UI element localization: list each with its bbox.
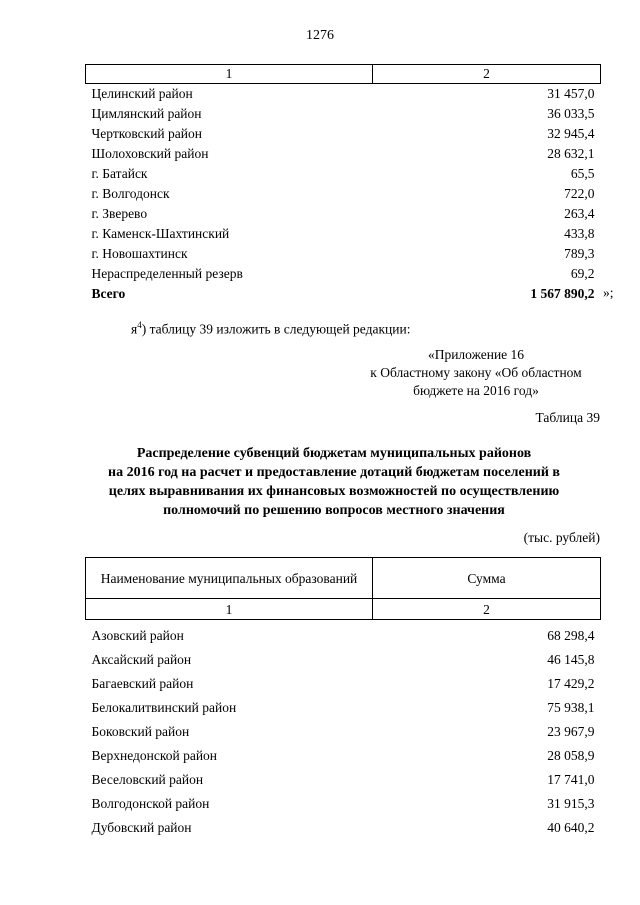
district-value: 32 945,4 xyxy=(547,126,595,141)
table-row xyxy=(86,164,601,184)
table-row xyxy=(86,720,601,744)
district-name: Азовский район xyxy=(91,628,184,643)
table-row xyxy=(86,84,601,105)
district-name: Белокалитвинский район xyxy=(91,700,237,715)
district-value: 17 429,2 xyxy=(547,676,595,691)
district-name: Цимлянский район xyxy=(91,106,202,121)
amendment-paragraph xyxy=(131,320,410,338)
table-row xyxy=(86,816,601,840)
appendix-reference xyxy=(352,346,600,400)
subsidy-table xyxy=(85,557,601,840)
table-row xyxy=(86,648,601,672)
district-name: Нераспределенный резерв xyxy=(91,266,243,281)
district-name: Аксайский район xyxy=(91,652,192,667)
table-title xyxy=(70,444,598,520)
district-name: г. Батайск xyxy=(91,166,148,181)
district-value: 68 298,4 xyxy=(547,628,595,643)
column-number-1: 1 xyxy=(86,599,373,620)
district-name: Волгодонской район xyxy=(91,796,210,811)
table-row xyxy=(86,104,601,124)
district-value: 40 640,2 xyxy=(547,820,595,835)
paragraph-superscript: 4 xyxy=(137,320,142,330)
table-row xyxy=(86,124,601,144)
district-name: Верхнедонской район xyxy=(91,748,218,763)
district-value: 28 058,9 xyxy=(547,748,595,763)
paragraph-text: ) таблицу 39 изложить в следующей редакции: xyxy=(141,321,411,337)
table-row xyxy=(86,244,601,264)
total-row xyxy=(86,284,601,304)
units-label: (тыс. рублей) xyxy=(523,530,600,545)
column-number-1: 1 xyxy=(86,65,373,84)
table-row xyxy=(86,792,601,816)
page-number: 1276 xyxy=(306,28,334,43)
table-label: Таблица 39 xyxy=(535,410,600,425)
district-value: 69,2 xyxy=(570,266,595,281)
column-number-row xyxy=(86,599,601,620)
district-value: 65,5 xyxy=(570,166,595,181)
closing-quote: »; xyxy=(603,285,614,300)
district-value: 722,0 xyxy=(564,186,595,201)
table-row xyxy=(86,696,601,720)
district-value: 75 938,1 xyxy=(547,700,595,715)
title-line-2: на 2016 год на расчет и предоставление дотаций бюджетам поселений в xyxy=(108,465,560,480)
total-label: Всего xyxy=(91,286,126,301)
title-line-3: целях выравнивания их финансовых возможностей по осуществлению xyxy=(108,484,560,499)
district-name: Боковский район xyxy=(91,724,190,739)
table-row xyxy=(86,144,601,164)
header-row xyxy=(86,558,601,599)
appendix-line-2: к Областному закону «Об областном xyxy=(370,365,582,380)
district-name: Шолоховский район xyxy=(91,146,209,161)
appendix-line-1: «Приложение 16 xyxy=(427,347,525,362)
title-line-4: полномочий по решению вопросов местного значения xyxy=(163,503,505,518)
district-name: Дубовский район xyxy=(91,820,192,835)
column-number-row xyxy=(86,65,601,84)
district-name: г. Каменск-Шахтинский xyxy=(91,226,230,241)
table-row xyxy=(86,204,601,224)
table-row xyxy=(86,620,601,649)
district-value: 28 632,1 xyxy=(547,146,595,161)
district-value: 31 915,3 xyxy=(547,796,595,811)
district-value: 31 457,0 xyxy=(547,86,595,101)
district-name: г. Волгодонск xyxy=(91,186,170,201)
district-name: Веселовский район xyxy=(91,772,204,787)
district-value: 36 033,5 xyxy=(547,106,595,121)
district-value: 789,3 xyxy=(564,246,595,261)
district-value: 17 741,0 xyxy=(547,772,595,787)
header-name: Наименование муниципальных образований xyxy=(86,558,373,599)
table-row xyxy=(86,224,601,244)
column-number-2: 2 xyxy=(373,599,601,620)
continued-table xyxy=(85,64,601,304)
table-row xyxy=(86,672,601,696)
paragraph-prefix: я xyxy=(131,321,138,337)
table-row xyxy=(86,184,601,204)
column-number-2: 2 xyxy=(373,65,601,84)
district-name: г. Зверево xyxy=(91,206,148,221)
appendix-line-3: бюджете на 2016 год» xyxy=(413,383,539,398)
district-name: Целинский район xyxy=(91,86,193,101)
district-name: г. Новошахтинск xyxy=(91,246,188,261)
district-name: Чертковский район xyxy=(91,126,202,141)
district-value: 433,8 xyxy=(564,226,595,241)
district-name: Багаевский район xyxy=(91,676,194,691)
table-row xyxy=(86,744,601,768)
district-value: 23 967,9 xyxy=(547,724,595,739)
total-value: 1 567 890,2 xyxy=(530,286,595,301)
table-row xyxy=(86,768,601,792)
table-row xyxy=(86,264,601,284)
title-line-1: Распределение субвенций бюджетам муниципальных районов xyxy=(136,446,532,461)
district-value: 46 145,8 xyxy=(547,652,595,667)
header-sum: Сумма xyxy=(373,558,601,599)
district-value: 263,4 xyxy=(564,206,595,221)
